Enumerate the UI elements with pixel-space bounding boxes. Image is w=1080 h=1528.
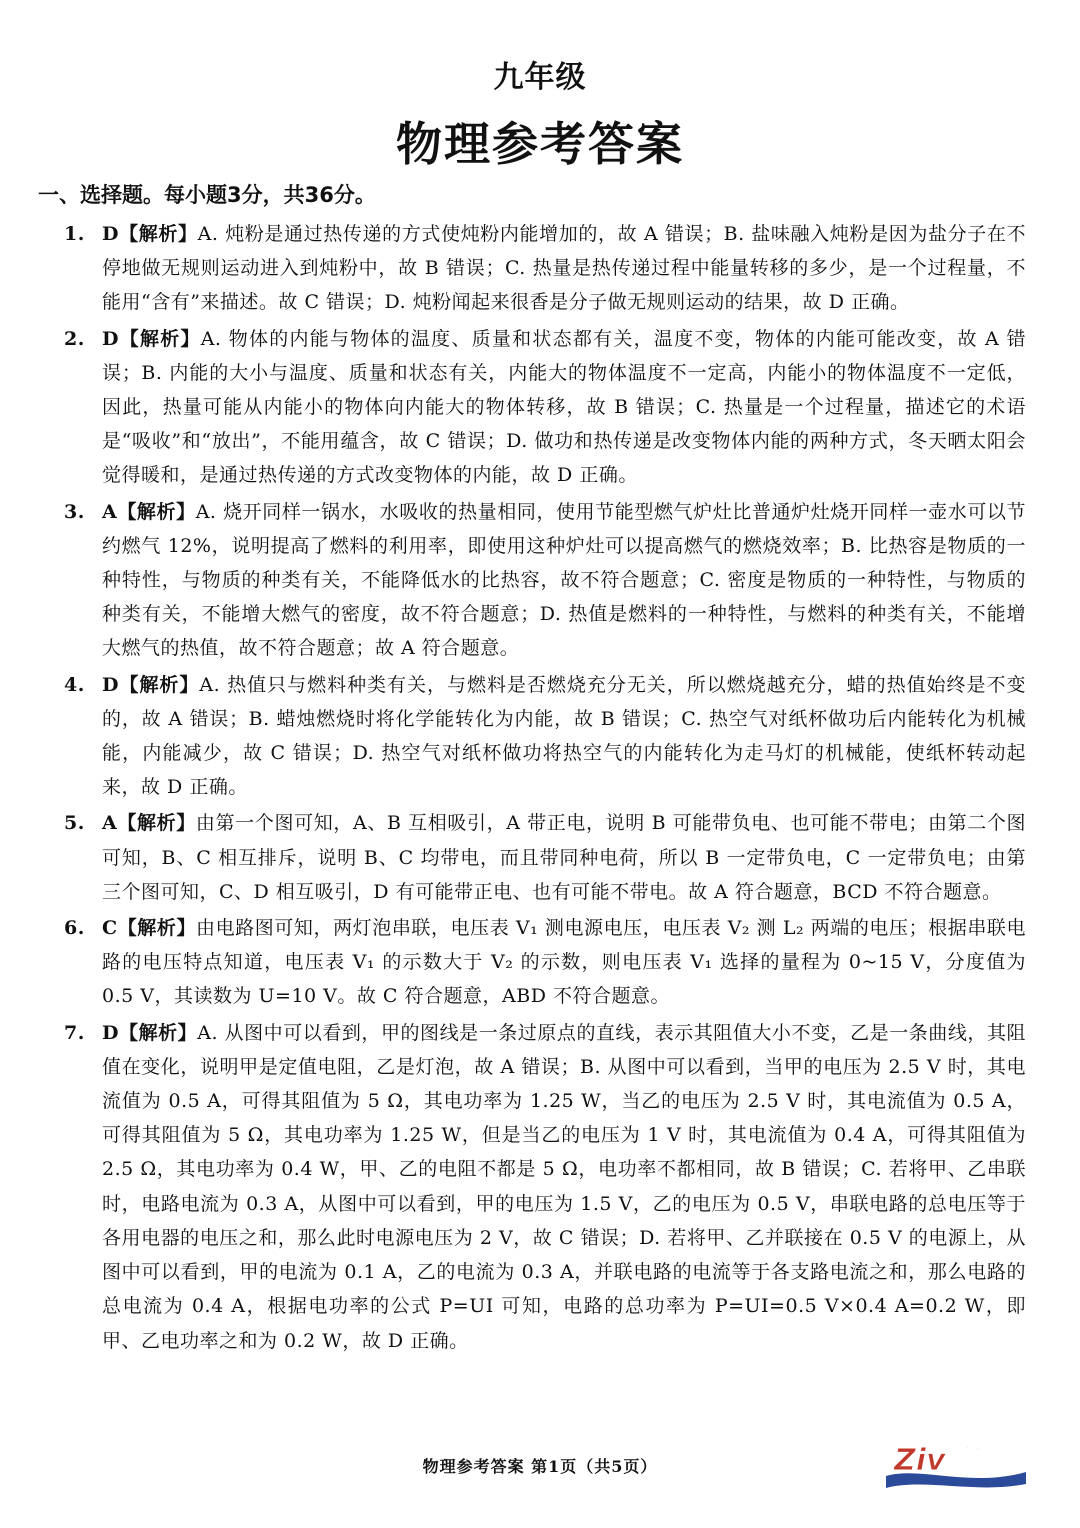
question-item (64, 217, 1026, 320)
analysis-tag: 【解析】 (117, 812, 196, 835)
question-number: 1. (64, 223, 85, 245)
grade-label: 九年级 (493, 60, 587, 95)
analysis-tag: 【解析】 (118, 1021, 198, 1044)
analysis-tag: 【解析】 (117, 500, 196, 523)
question-number: 6. (64, 917, 85, 940)
page-title: 物理参考答案 (396, 117, 684, 171)
question-answer: D (102, 673, 119, 696)
question-number: 3. (64, 500, 85, 523)
question-item (64, 806, 1026, 909)
question-number: 2. (64, 327, 85, 350)
question-explanation: A. 热值只与燃料种类有关，与燃料是否燃烧充分无关，所以燃烧越充分，蜡的热值始终是不变的，故 A 错误；B. 蜡烛燃烧时将化学能转化为内能，故 B 错误；C. 热空气对纸杯做功后内能转化为机械能，内能减少，故 C 错误；D. 热空气对纸杯做功将热空气的内能转化为走马灯的机械能，使纸杯转动起来，故 D 正确。 (102, 673, 1026, 799)
question-item (64, 495, 1026, 666)
question-answer: D (102, 1021, 119, 1044)
question-explanation: 由第一个图可知，A、B 互相吸引，A 带正电，说明 B 可能带负电、也可能不带电；由第二个图可知，B、C 相互排斥，说明 B、C 均带电，而且带同种电荷，所以 B 一定带负电，C 一定带负电；由第三个图可知，C、D 相互吸引，D 有可能带正电、也有可能不带电。故 A 符合题意，BCD 不符合题意。 (102, 812, 1026, 903)
question-item (64, 1016, 1026, 1358)
question-item (64, 322, 1026, 493)
question-answer: D (102, 223, 119, 245)
analysis-tag: 【解析】 (118, 673, 200, 696)
analysis-tag: 【解析】 (118, 327, 201, 350)
question-explanation: A. 烧开同样一锅水，水吸收的热量相同，使用节能型燃气炉灶比普通炉灶烧开同样一壶水可以节约燃气 12%，说明提高了燃料的利用率，即使用这种炉灶可以提高燃气的燃烧效率；B. 比热容是物质的一种特性，与物质的种类有关，不能降低水的比热容，故不符合题意；C. 密度是物质的一种特性，与物质的种类有关，不能增大燃气的密度，故不符合题意；D. 热值是燃料的一种特性，与燃料的种类有关，不能增大燃气的热值，故不符合题意；故 A 符合题意。 (102, 500, 1026, 660)
analysis-tag: 【解析】 (118, 223, 198, 245)
question-list (64, 217, 1026, 1360)
analysis-tag: 【解析】 (117, 917, 197, 940)
question-number: 7. (64, 1021, 85, 1044)
question-explanation: A. 从图中可以看到，甲的图线是一条过原点的直线，表示其阻值大小不变，乙是一条曲线，其阻值在变化，说明甲是定值电阻，乙是灯泡，故 A 错误；B. 从图中可以看到，当甲的电压为 2.5 V 时，其电流值为 0.5 A，可得其阻值为 5 Ω，其电功率为 1.25 W，当乙的电压为 2.5 V 时，其电流值为 0.5 A，可得其阻值为 5 Ω，其电功率为 1.25 W，但是当乙的电压为 1 V 时，其电流值为 0.4 A，可得其阻值为 2.5 Ω，其电功率为 0.4 W，甲、乙的电阻不都是 5 Ω，电功率不都相同，故 B 错误；C. 若将甲、乙串联时，电路电流为 0.3 A，从图中可以看到，甲的电压为 1.5 V，乙的电压为 0.5 V，串联电路的总电压等于各用电器的电压之和，那么此时电源电压为 2 V，故 C 错误；D. 若将甲、乙并联接在 0.5 V 的电源上，从图中可以看到，甲的电流为 0.1 A，乙的电流为 0.3 A，并联电路的电流等于各支路电流之和，那么电路的总电流为 0.4 A，根据电功率的公式 P=UI 可知，电路的总功率为 P=UI=0.5 V×0.4 A=0.2 W，即甲、乙电功率之和为 0.2 W，故 D 正确。 (102, 1021, 1026, 1352)
question-answer: C (102, 917, 118, 940)
question-explanation: A. 炖粉是通过热传递的方式使炖粉内能增加的，故 A 错误；B. 盐味融入炖粉是因为盐分子在不停地做无规则运动进入到炖粉中，故 B 错误；C. 热量是热传递过程中能量转移的多少，是一个过程量，不能用“含有”来描述。故 C 错误；D. 炖粉闻起来很香是分子做无规则运动的结果，故 D 正确。 (102, 223, 1026, 314)
question-answer: D (102, 327, 119, 350)
question-item (64, 668, 1026, 805)
question-answer: A (102, 500, 118, 523)
question-explanation: A. 物体的内能与物体的温度、质量和状态都有关，温度不变，物体的内能可能改变，故 A 错误；B. 内能的大小与温度、质量和状态有关，内能大的物体温度不一定高，内能小的物体温度不一定低，因此，热量可能从内能小的物体向内能大的物体转移，故 B 错误；C. 热量是一个过程量，描述它的术语是“吸收”和“放出”，不能用蕴含，故 C 错误；D. 做功和热传递是改变物体内能的两种方式，冬天晒太阳会觉得暖和，是通过热传递的方式改变物体的内能，故 D 正确。 (102, 327, 1026, 487)
question-explanation: 由电路图可知，两灯泡串联，电压表 V₁ 测电源电压，电压表 V₂ 测 L₂ 两端的电压；根据串联电路的电压特点知道，电压表 V₁ 的示数大于 V₂ 的示数，则电压表 V₁ 选择的量程为 0~15 V，分度值为 0.5 V，其读数为 U=10 V。故 C 符合题意，ABD 不符合题意。 (102, 917, 1026, 1008)
watermark-logo (880, 1432, 1030, 1494)
watermark-text: Ziv唐 (894, 1443, 976, 1478)
question-item (64, 911, 1026, 1014)
question-number: 5. (64, 812, 85, 835)
page-footer: 物理参考答案 第1页（共5页） (422, 1457, 658, 1476)
question-number: 4. (64, 673, 85, 696)
section-heading: 一、选择题。每小题3分，共36分。 (38, 183, 376, 207)
question-answer: A (102, 812, 118, 835)
